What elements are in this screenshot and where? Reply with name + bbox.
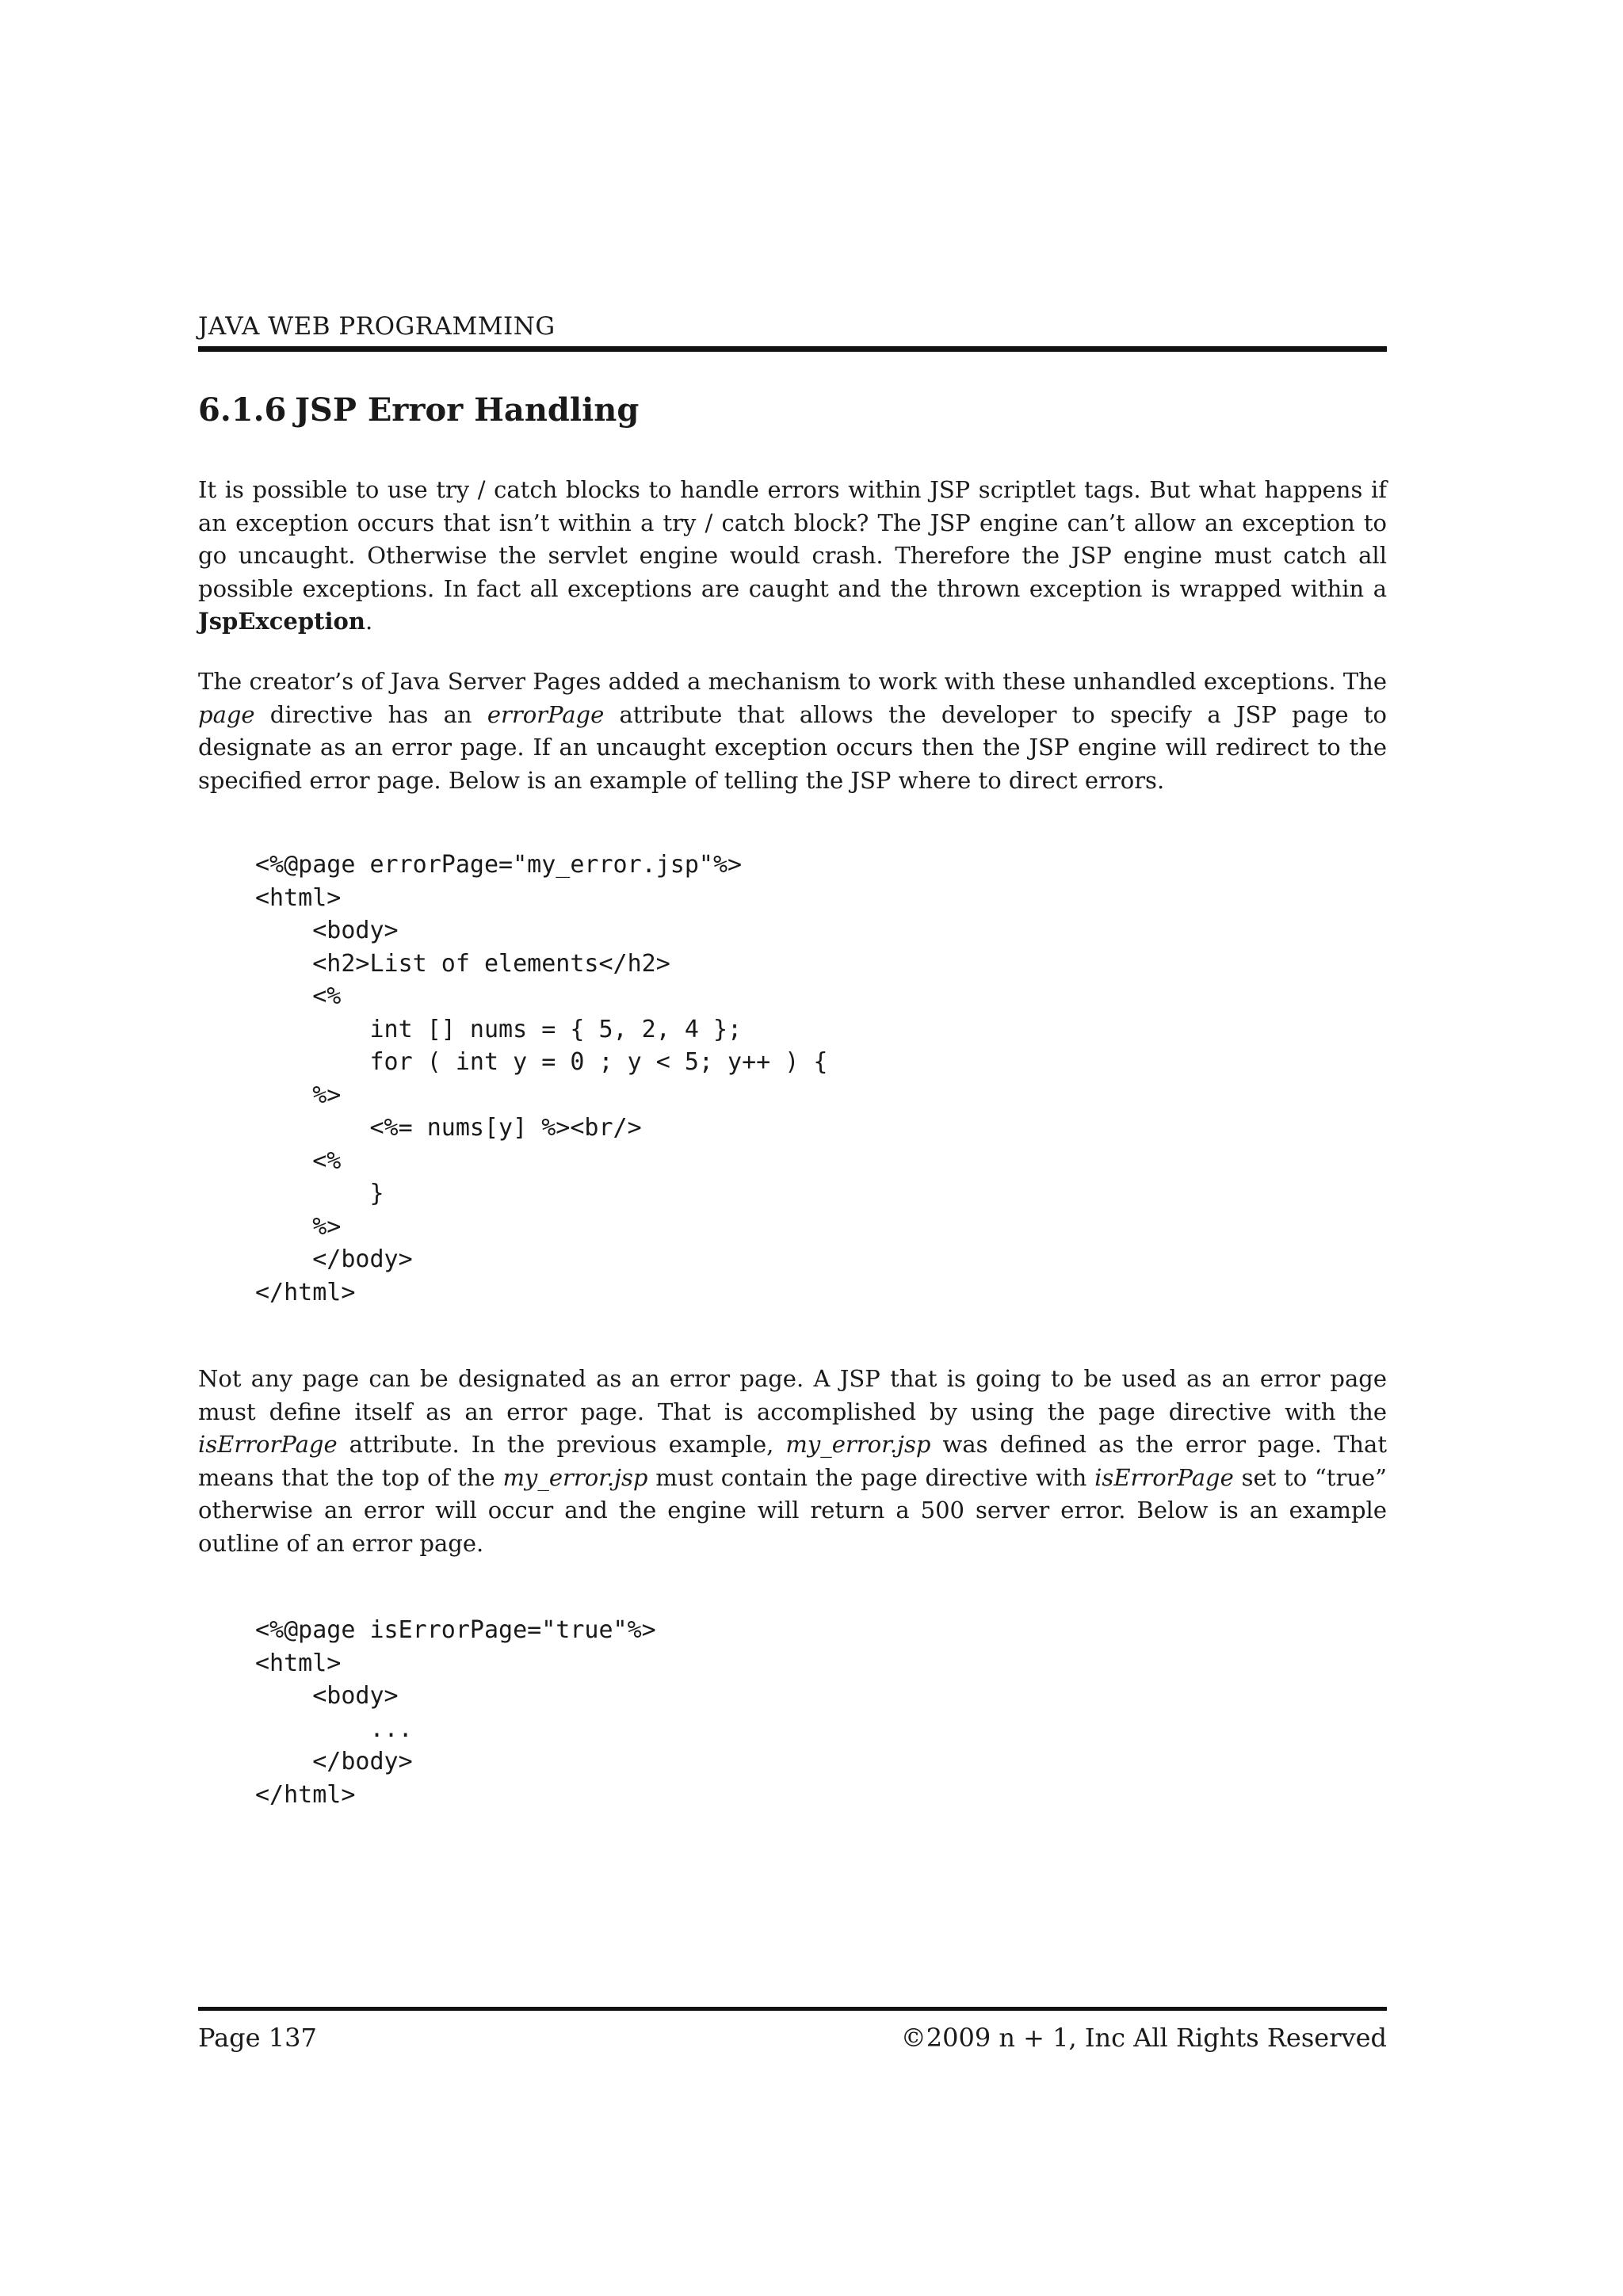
paragraph-text: attribute. In the previous example, [337, 1431, 786, 1458]
iserrorpage-term: isErrorPage [198, 1431, 338, 1458]
paragraph-text: was defined as the error page. That means that the top of the [198, 1431, 1387, 1491]
paragraph-text: It is possible to use try / catch blocks to handle errors within JSP scriptlet tags. But what happens if an exception occurs that isn’t within a try / catch block? The JSP engine can’t allow an exception to go uncaught. Otherwise the servlet engine would crash. Therefore the JSP engine must catch all possible exceptions. In fact all exceptions are caught and the thrown exception is wrapped within a [198, 476, 1387, 602]
paragraph-text: The creator’s of Java Server Pages added a mechanism to work with these unhandled exceptions. The [198, 668, 1387, 695]
code-block-iserrorpage-example: <%@page isErrorPage="true"%> <html> <body> ... </body> </html> [255, 1616, 656, 1809]
copyright-notice: ©2009 n + 1, Inc All Rights Reserved [900, 2023, 1387, 2053]
header-rule [198, 346, 1387, 352]
footer-rule [198, 2007, 1387, 2011]
section-title: JSP Error Handling [295, 391, 640, 429]
paragraph-text: attribute that allows the developer to specify a JSP page to designate as an error page. If an uncaught exception occurs then the JSP engine will redirect to the specified error page. Below is an example of telling the JSP where to direct errors. [198, 700, 1387, 794]
page-term: page [198, 700, 255, 728]
section-heading [198, 391, 639, 429]
code-block-errorpage-example: <%@page errorPage="my_error.jsp"%> <html> <body> <h2>List of elements</h2> <% int [] nums = { 5, 2, 4 }; for ( int y = 0 ; y < 5; y++ ) { %> <%= nums[y] %><br/> <% } %> </body> </html> [255, 851, 828, 1306]
jspexception-term: JspException [198, 608, 365, 635]
paragraph-intro [198, 474, 1387, 639]
iserrorpage-term: isErrorPage [1094, 1463, 1234, 1491]
section-number: 6.1.6 [198, 391, 287, 429]
page-number: Page 137 [198, 2023, 317, 2053]
paragraph-text: . [365, 608, 373, 635]
running-header: JAVA WEB PROGRAMMING [198, 312, 556, 341]
filename-term: my_error.jsp [502, 1463, 648, 1491]
document-page [198, 0, 1387, 2296]
paragraph-text: directive has an [254, 700, 487, 728]
errorpage-term: errorPage [487, 700, 605, 728]
paragraph-iserrorpage [198, 1363, 1387, 1560]
paragraph-text: must contain the page directive with [647, 1463, 1095, 1491]
paragraph-text: Not any page can be designated as an error page. A JSP that is going to be used as an error page must define itself as an error page. That is accomplished by using the page directive with the [198, 1365, 1387, 1425]
filename-term: my_error.jsp [785, 1431, 931, 1458]
paragraph-errorpage [198, 666, 1387, 797]
paragraph-text: set to “true” otherwise an error will occur and the engine will return a 500 server error. Below is an example outline of an error page. [198, 1463, 1387, 1557]
